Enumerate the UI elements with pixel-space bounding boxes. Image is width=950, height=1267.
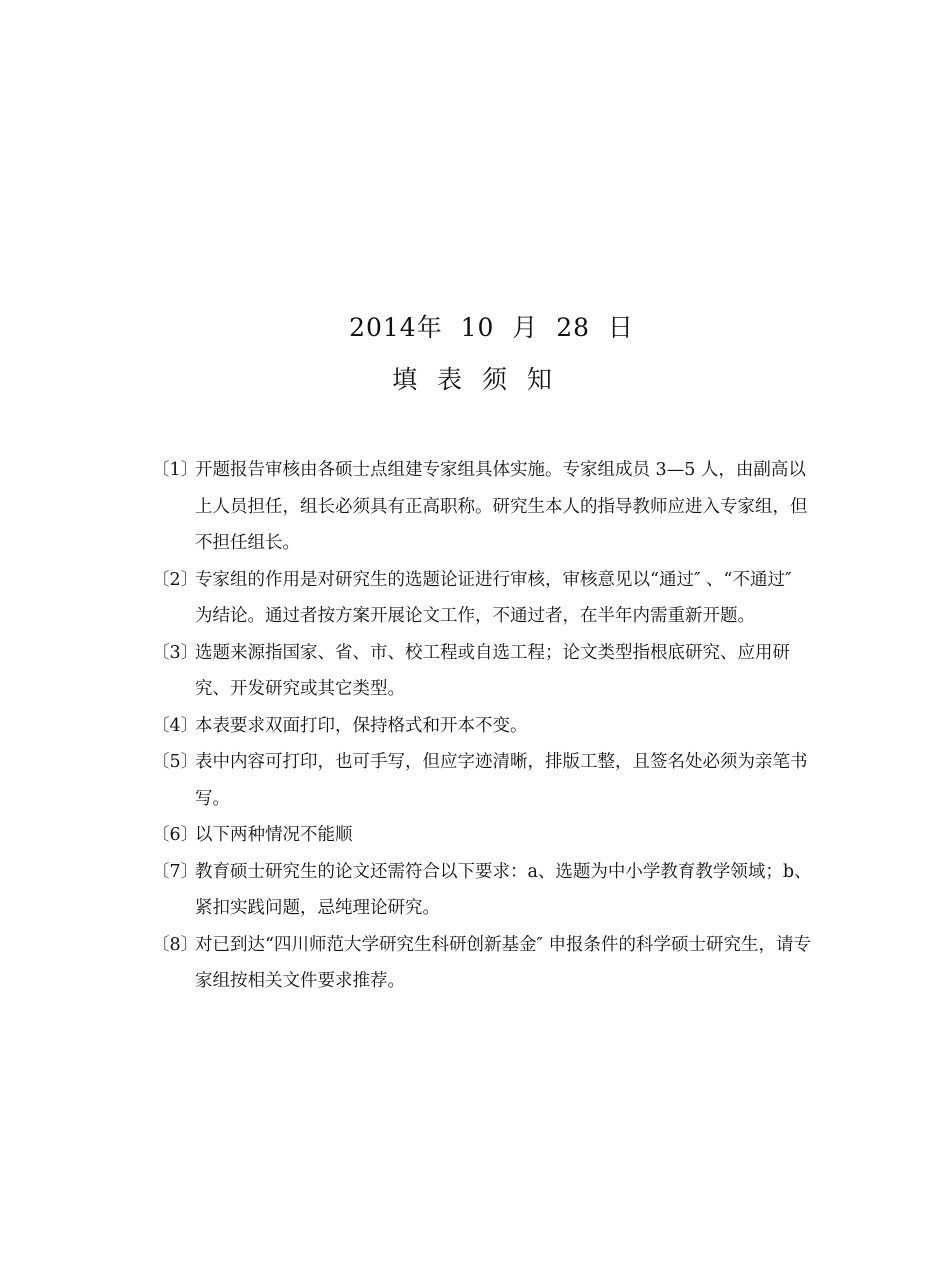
notice-item-number: 〔 6 〕 [152,817,195,854]
notice-item-text: 表中内容可打印，也可手写，但应字迹清晰，排版工整，且签名处必须为亲笔书写。 [195,752,808,809]
notice-item-number: 〔 7 〕 [152,854,195,891]
notice-item [152,708,812,745]
notice-item [152,817,812,854]
notice-item-text: 以下两种情况不能顺 [195,825,353,845]
notice-item [152,854,812,927]
notice-item [152,562,812,635]
notice-item-text: 选题来源指国家、省、市、校工程或自选工程；论文类型指根底研究、应用研究、开发研究或其它类型。 [195,642,790,699]
notice-item-number: 〔 4 〕 [152,708,195,745]
notice-item-text: 对已到达“四川师范大学研究生科研创新基金″ 申报条件的科学硕士研究生，请专家组按相关文件要求推荐。 [195,934,812,991]
notice-item-number: 〔 2 〕 [152,562,195,599]
notice-item [152,635,812,708]
notice-list [152,452,812,1000]
notice-item-text: 开题报告审核由各硕士点组建专家组具体实施。专家组成员 3—5 人，由副高以上人员担任，组长必须具有正高职称。研究生本人的指导教师应进入专家组，但不担任组长。 [195,460,808,553]
notice-title: 填 表 须 知 [392,365,558,394]
notice-item-text: 教育硕士研究生的论文还需符合以下要求：a、选题为中小学教育教学领域；b、紧扣实践问题，忌纯理论研究。 [195,861,812,918]
date-line: 2014年 10 月 28 日 [349,313,634,342]
notice-item-text: 专家组的作用是对研究生的选题论证进行审核，审核意见以“通过″ 、“不通过″ 为结论。通过者按方案开展论文工作，不通过者，在半年内需重新开题。 [195,569,792,626]
notice-item-text: 本表要求双面打印，保持格式和开本不变。 [195,715,528,736]
notice-item [152,452,812,562]
notice-item-number: 〔 8 〕 [152,927,195,964]
notice-item [152,927,812,1000]
notice-item-number: 〔 5 〕 [152,744,195,781]
notice-item-number: 〔 3 〕 [152,635,195,672]
notice-item-number: 〔 1 〕 [152,452,195,489]
notice-item [152,744,812,817]
